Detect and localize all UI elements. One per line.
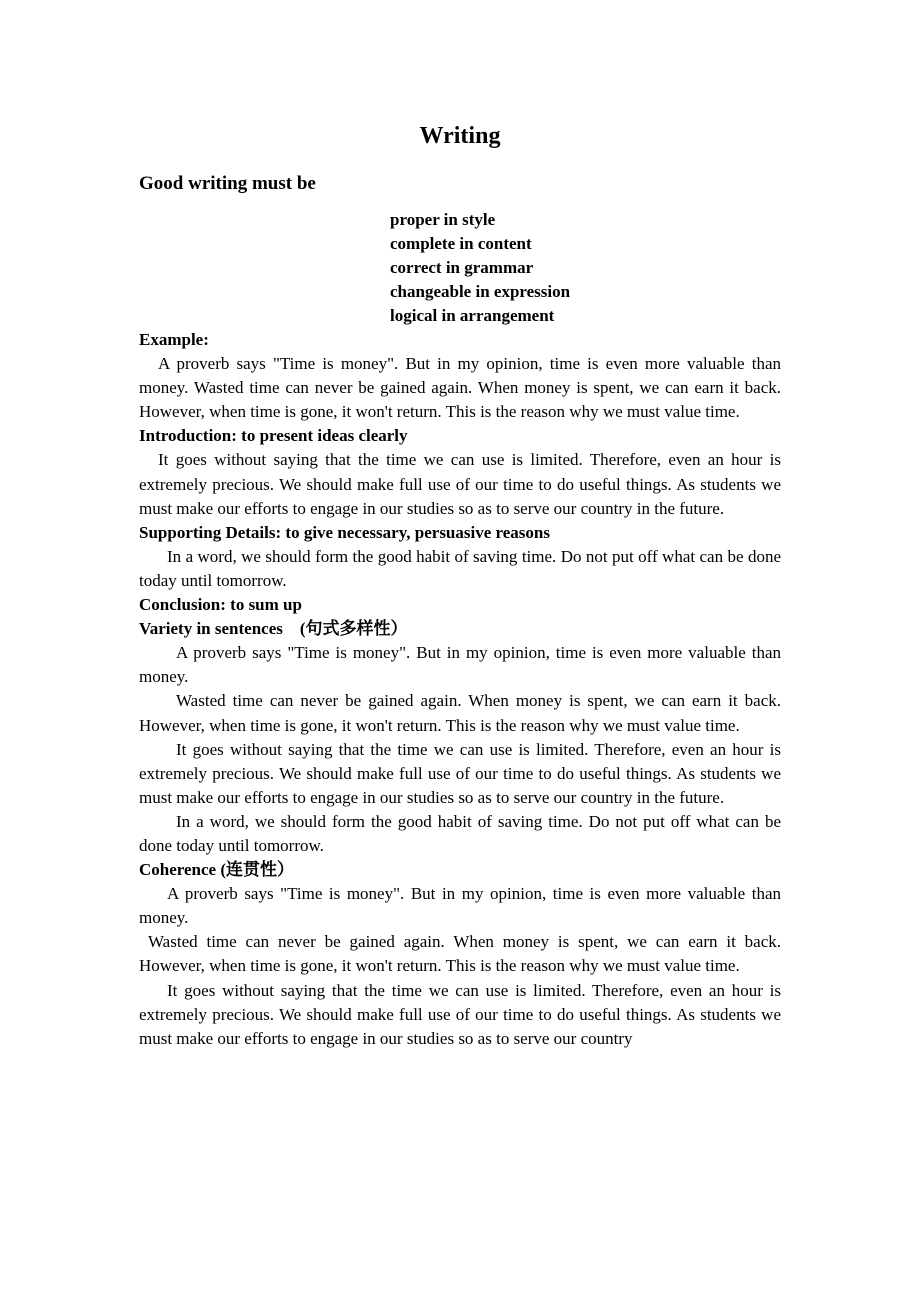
list-item: changeable in expression [390, 282, 571, 301]
coherence-heading: Coherence (连贯性） [139, 860, 295, 880]
variety-paragraph: A proverb says "Time is money". But in my opinion, time is even more valuable than money. [139, 643, 781, 687]
variety-heading: Variety in sentences (句式多样性） [139, 619, 408, 639]
example-heading: Example: [139, 330, 209, 349]
coherence-paragraph: It goes without saying that the time we can use is limited. Therefore, even an hour is extremely precious. We should make full use of our time to do useful things. As students we must make our efforts to engage in our studies so as to serve our country [139, 980, 781, 1048]
page-title: Writing [419, 123, 501, 149]
supporting-details-heading: Supporting Details: to give necessary, persuasive reasons [139, 522, 550, 542]
variety-paragraph: In a word, we should form the good habit of saving time. Do not put off what can be done today until tomorrow. [139, 811, 781, 855]
coherence-paragraph: A proverb says "Time is money". But in my opinion, time is even more valuable than money. [139, 884, 781, 928]
body-content [139, 328, 781, 1051]
variety-paragraph: Wasted time can never be gained again. When money is spent, we can earn it back. However, when time is gone, it won't return. This is the reason why we must value time. [139, 691, 781, 735]
list-item: proper in style [390, 210, 496, 229]
supporting-details-paragraph: In a word, we should form the good habit of saving time. Do not put off what can be done today until tomorrow. [139, 546, 781, 590]
list-item: logical in arrangement [390, 306, 555, 325]
list-item: correct in grammar [390, 258, 534, 277]
introduction-heading: Introduction: to present ideas clearly [139, 426, 408, 446]
coherence-paragraph: Wasted time can never be gained again. When money is spent, we can earn it back. However, when time is gone, it won't return. This is the reason why we must value time. [139, 932, 781, 976]
variety-paragraph: It goes without saying that the time we can use is limited. Therefore, even an hour is extremely precious. We should make full use of our time to do useful things. As students we must make our efforts to engage in our studies so as to serve our country in the future. [139, 739, 781, 807]
section-subtitle: Good writing must be [139, 173, 316, 194]
qualities-list [390, 208, 570, 328]
list-item: complete in content [390, 234, 532, 253]
example-paragraph: A proverb says "Time is money". But in my opinion, time is even more valuable than money. Wasted time can never be gained again. When money is spent, we can earn it back. However, when time is gone, it won't return. This is the reason why we must value time. [139, 354, 781, 422]
introduction-paragraph: It goes without saying that the time we can use is limited. Therefore, even an hour is extremely precious. We should make full use of our time to do useful things. As students we must make our efforts to engage in our studies so as to serve our country in the future. [139, 450, 781, 518]
conclusion-heading: Conclusion: to sum up [139, 595, 302, 615]
